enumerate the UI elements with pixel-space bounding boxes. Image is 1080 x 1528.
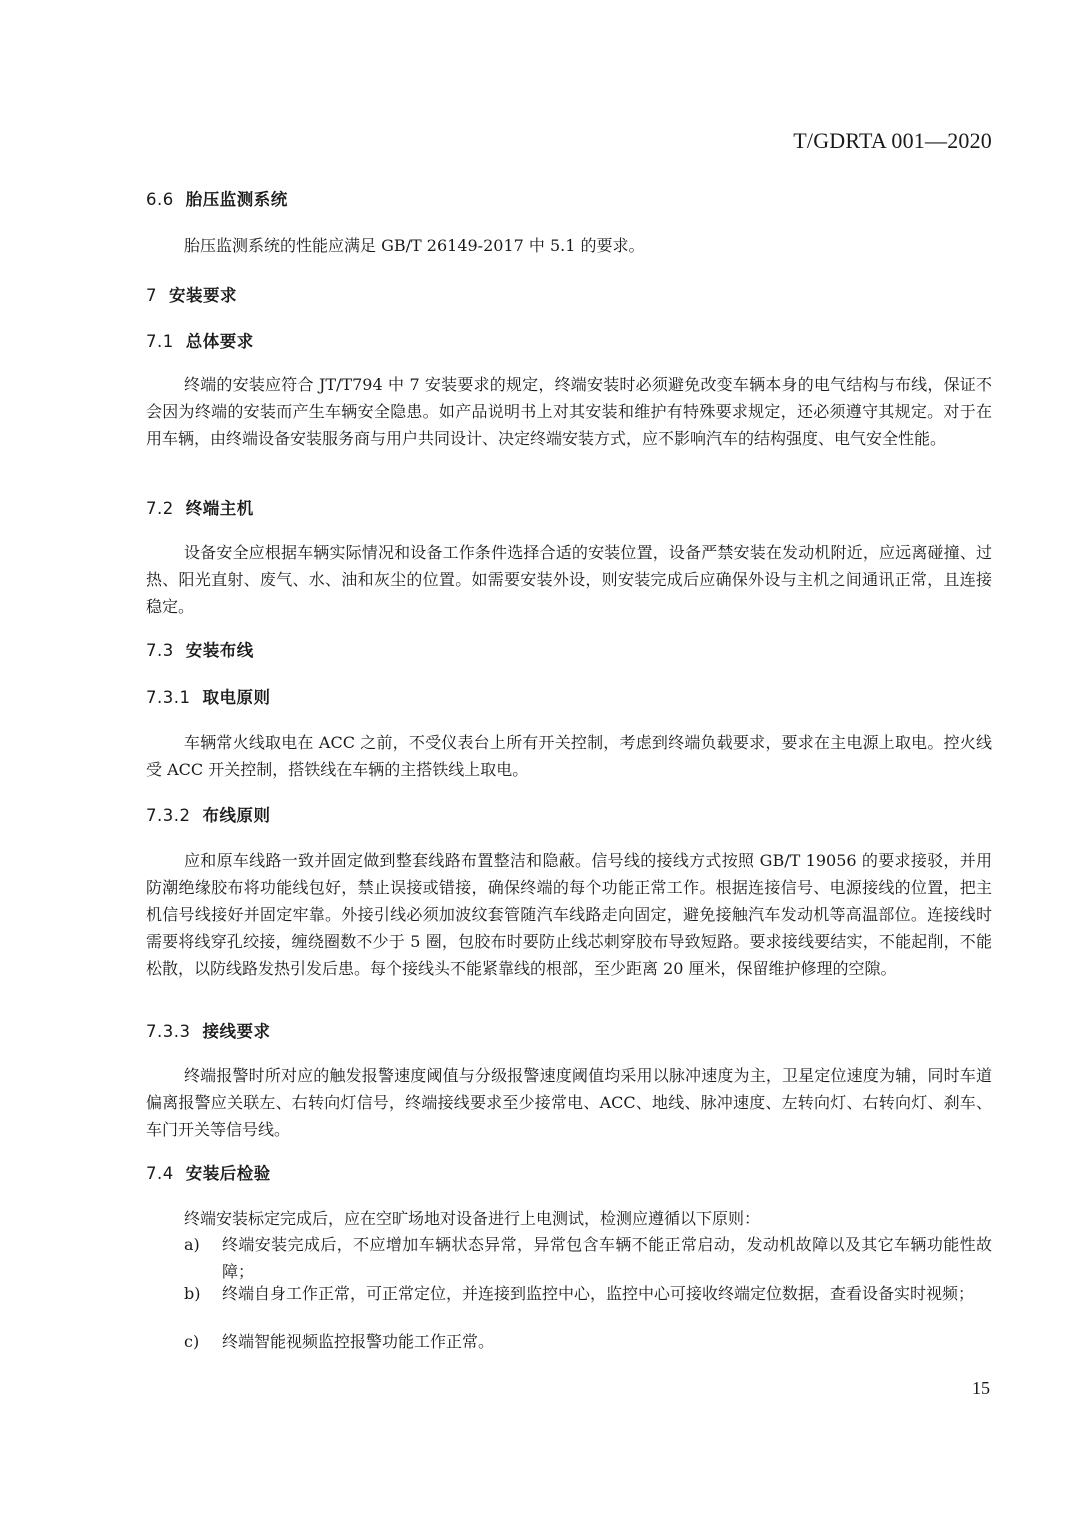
section-body-7-2: 设备安全应根据车辆实际情况和设备工作条件选择合适的安装位置，设备严禁安装在发动机附近，应远离碰撞、过热、阳光直射、废气、水、油和灰尘的位置。如需要安装外设，则安装完成后应确保外设与主机之间通讯正常，且连接稳定。: [146, 543, 992, 616]
list-marker: c): [184, 1332, 200, 1351]
section-number: 6.6: [146, 190, 174, 209]
list-item-text: 终端智能视频监控报警功能工作正常。: [222, 1332, 495, 1351]
section-title: 取电原则: [202, 688, 271, 707]
section-title: 安装后检验: [185, 1164, 271, 1183]
section-title: 胎压监测系统: [185, 190, 288, 209]
page-number: 15: [972, 1378, 990, 1398]
list-item-text: 终端安装完成后，不应增加车辆状态异常，异常包含车辆不能正常启动，发动机故障以及其它车辆功能性故障；: [222, 1235, 992, 1281]
section-heading-7: [146, 282, 237, 306]
section-title: 接线要求: [202, 1022, 271, 1041]
section-heading-7-4: [146, 1160, 271, 1184]
list-marker: a): [184, 1235, 200, 1254]
section-heading-7-3-3: [146, 1018, 270, 1042]
section-title: 布线原则: [202, 806, 271, 825]
section-heading-6-6: [146, 186, 288, 210]
section-number: 7.2: [146, 499, 174, 518]
section-heading-7-1: [146, 328, 254, 352]
section-body-7-3-2: 应和原车线路一致并固定做到整套线路布置整洁和隐蔽。信号线的接线方式按照 GB/T 19056 的要求接驳，并用防潮绝缘胶布将功能线包好，禁止误接或错接，确保终端的每个功能正常工作。根据连接信号、电源接线的位置，把主机信号线接好并固定牢靠。外接引线必须加波纹套管随汽车线路走向固定，避免接触汽车发动机等高温部位。连接线时需要将线穿孔绞接，缠绕圈数不少于 5 圈，包胶布时要防止线芯刺穿胶布导致短路。要求接线要结实，不能起削，不能松散，以防线路发热引发后患。每个接线头不能紧靠线的根部，至少距离 20 厘米，保留维护修理的空隙。: [146, 851, 992, 978]
list-item-text: 终端自身工作正常，可正常定位，并连接到监控中心，监控中心可接收终端定位数据，查看设备实时视频；: [222, 1284, 975, 1303]
list-item: [184, 1328, 992, 1355]
section-title: 终端主机: [185, 499, 254, 518]
list-item: [184, 1280, 992, 1307]
section-body-7-3-1: 车辆常火线取电在 ACC 之前，不受仪表台上所有开关控制，考虑到终端负载要求，要求在主电源上取电。控火线受 ACC 开关控制，搭铁线在车辆的主搭铁线上取电。: [146, 733, 992, 779]
section-title: 安装布线: [185, 641, 254, 660]
section-heading-7-3: [146, 637, 254, 661]
section-number: 7: [146, 286, 157, 305]
list-marker: b): [184, 1284, 201, 1303]
section-title: 安装要求: [169, 286, 237, 305]
section-number: 7.4: [146, 1164, 174, 1183]
section-intro-7-4: 终端安装标定完成后，应在空旷场地对设备进行上电测试，检测应遵循以下原则：: [184, 1209, 761, 1228]
section-heading-7-3-1: [146, 684, 270, 708]
section-number: 7.3: [146, 641, 174, 660]
section-body-7-1: 终端的安装应符合 JT/T794 中 7 安装要求的规定，终端安装时必须避免改变车辆本身的电气结构与布线，保证不会因为终端的安装而产生车辆安全隐患。如产品说明书上对其安装和维护有特殊要求规定，还必须遵守其规定。对于在用车辆，由终端设备安装服务商与用户共同设计、决定终端安装方式，应不影响汽车的结构强度、电气安全性能。: [146, 375, 992, 448]
section-title: 总体要求: [185, 332, 254, 351]
section-number: 7.3.1: [146, 688, 191, 707]
section-heading-7-2: [146, 495, 254, 519]
list-item: [184, 1231, 992, 1285]
section-body-6-6: 胎压监测系统的性能应满足 GB/T 26149-2017 中 5.1 的要求。: [184, 236, 645, 255]
document-code: T/GDRTA 001—2020: [793, 128, 992, 153]
section-number: 7.3.2: [146, 806, 191, 825]
section-number: 7.1: [146, 332, 174, 351]
section-body-7-3-3: 终端报警时所对应的触发报警速度阈值与分级报警速度阈值均采用以脉冲速度为主，卫星定位速度为辅，同时车道偏离报警应关联左、右转向灯信号，终端接线要求至少接常电、ACC、地线、脉冲速度、左转向灯、右转向灯、刹车、车门开关等信号线。: [146, 1066, 992, 1139]
section-heading-7-3-2: [146, 802, 270, 826]
section-number: 7.3.3: [146, 1022, 191, 1041]
